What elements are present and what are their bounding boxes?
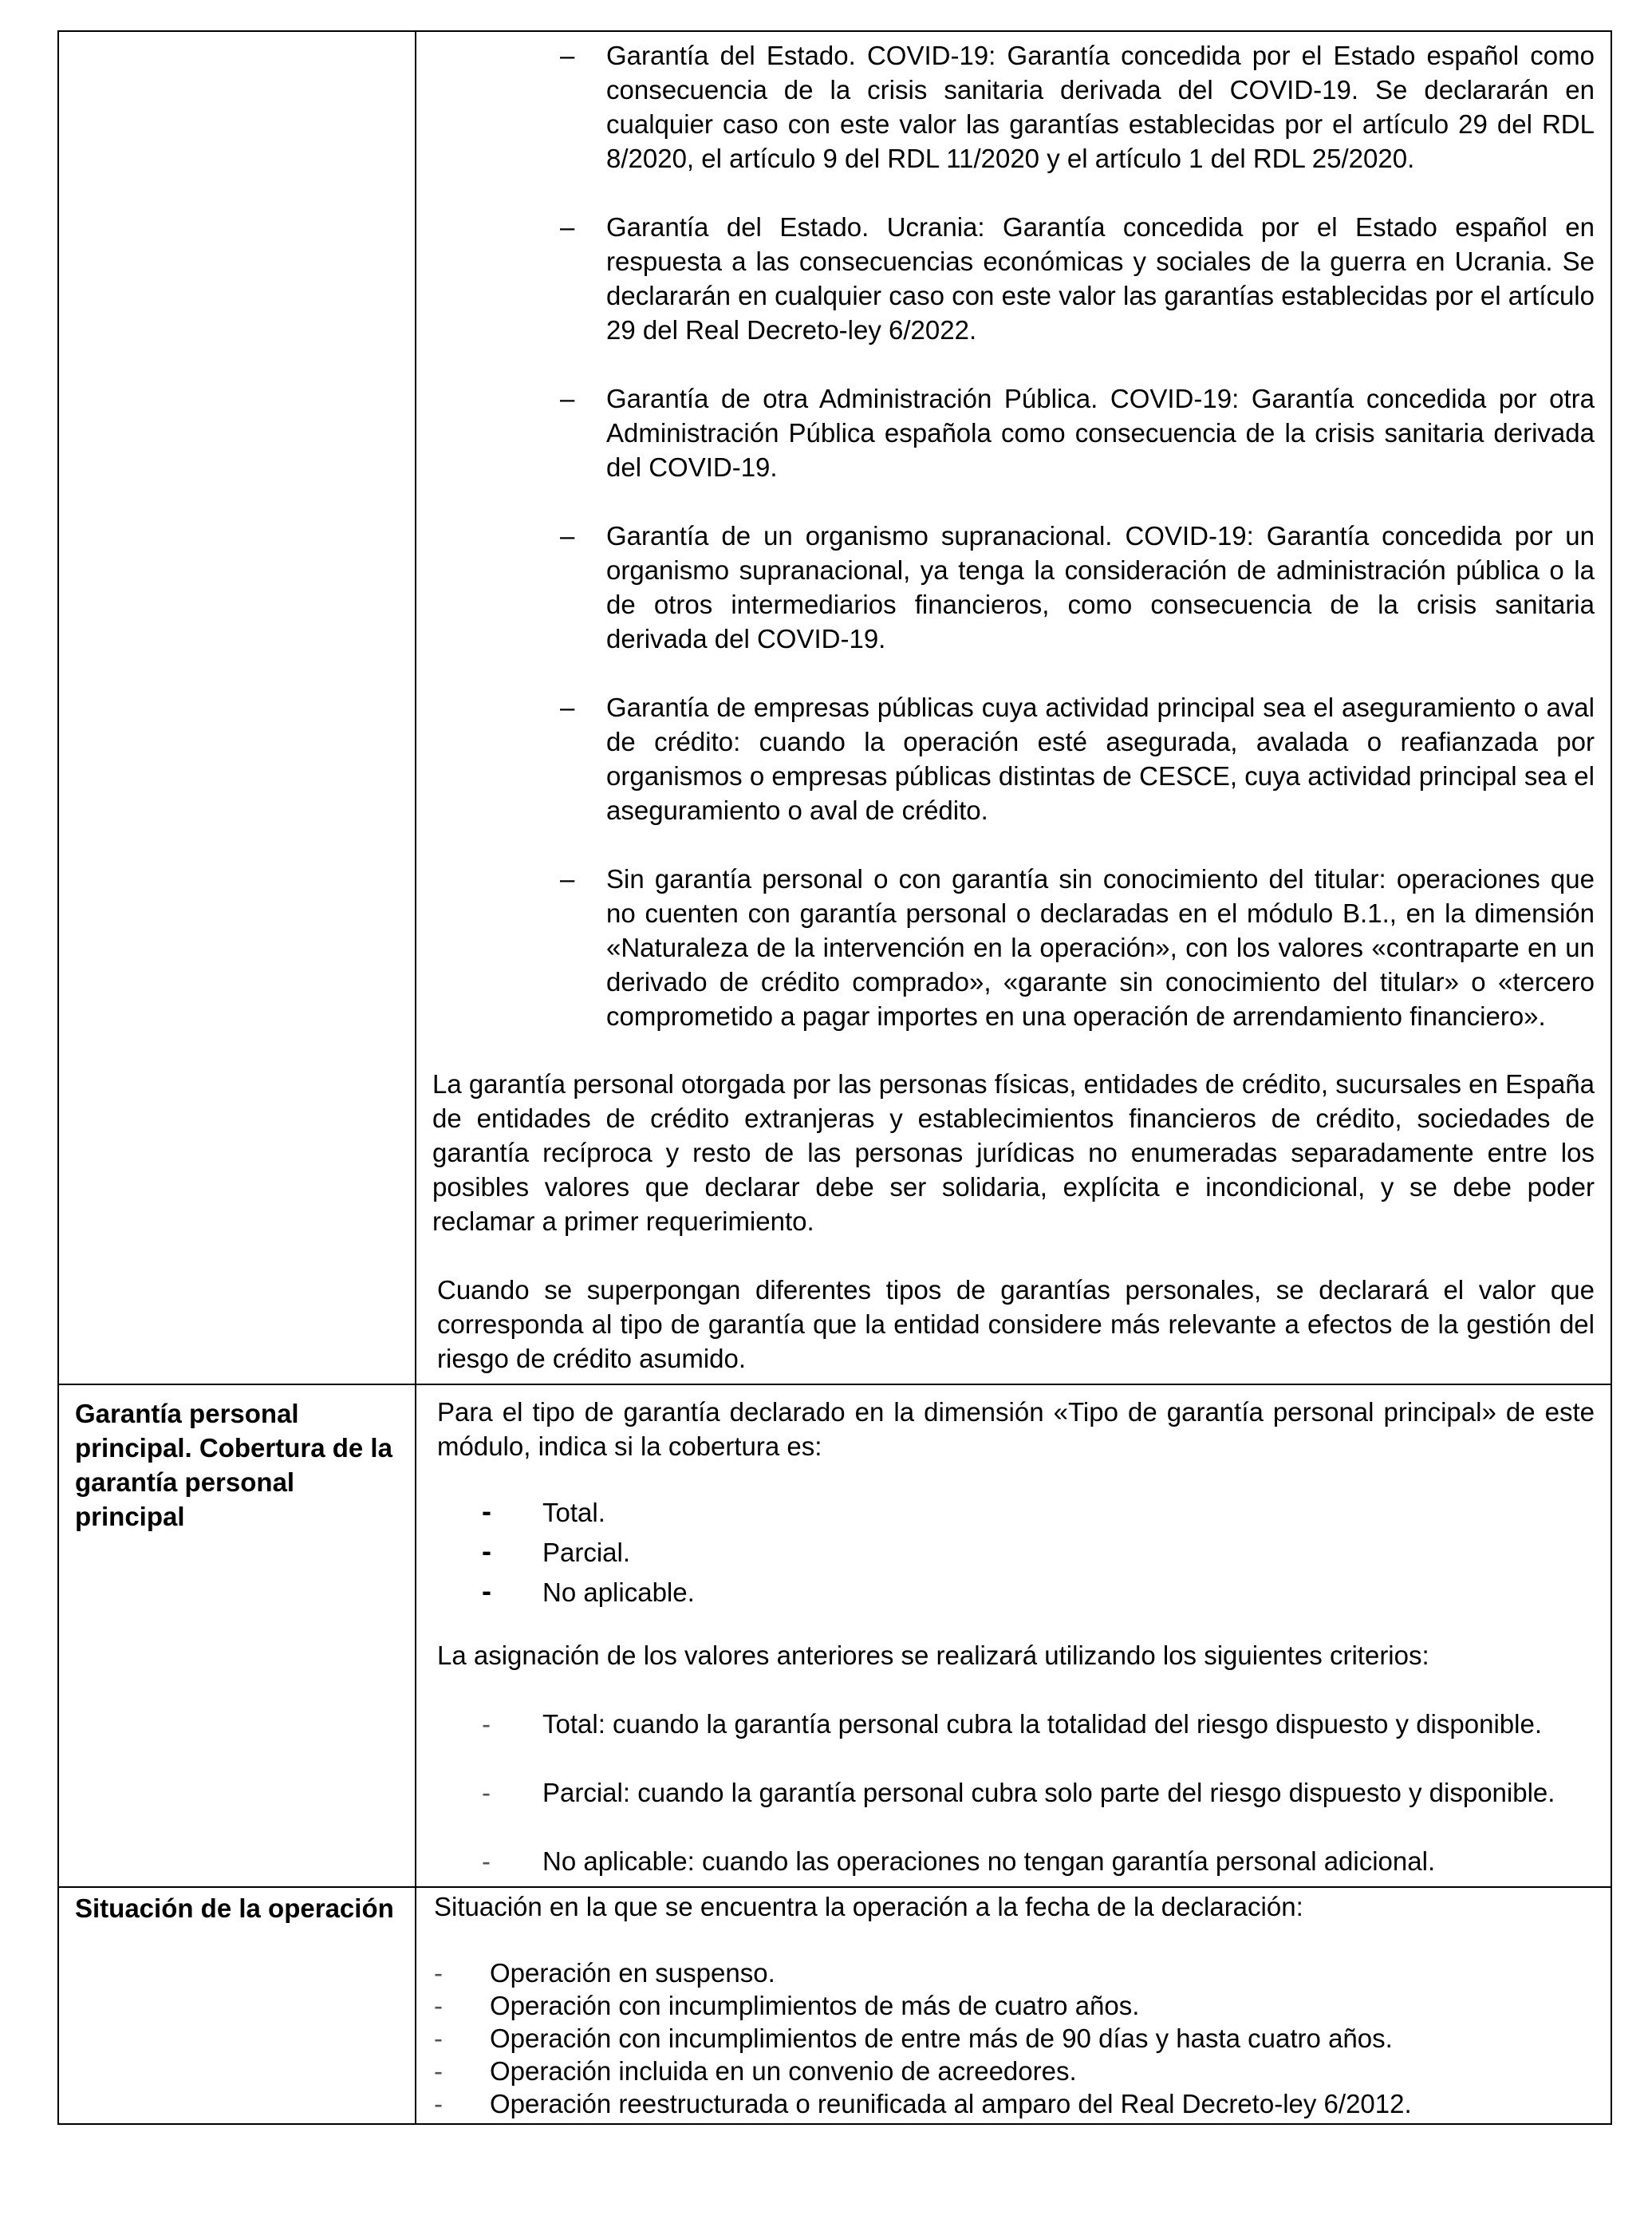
list-item: – Garantía del Estado. Ucrania: Garantía concedida por el Estado español en respuesta a las consecuencias económicas y sociales de la guerra en Ucrania. Se declararán en cualquier caso con este valor las garantías establecidas por el artículo 29 del Real Decreto-ley 6/2022. [432, 210, 1595, 347]
table-row [58, 1887, 1611, 2124]
list-item: - Parcial. [482, 1534, 631, 1567]
dash-bullet: - [434, 2024, 443, 2053]
list-item: - Operación incluida en un convenio de acreedores. [434, 2056, 1077, 2086]
list-item: - Operación en suspenso. [434, 1958, 775, 1988]
dash-bullet: – [560, 864, 575, 894]
situation-intro: Situación en la que se encuentra la operación a la fecha de la declaración: [434, 1892, 1303, 1921]
criteria-intro: La asignación de los valores anteriores se realizará utilizando los siguientes criterios: [437, 1641, 1429, 1670]
list-item: – Garantía de otra Administración Pública. COVID-19: Garantía concedida por otra Administración Pública española como consecuencia de la crisis sanitaria derivada del COVID-19. [432, 381, 1595, 484]
dash-bullet: - [434, 1991, 443, 2020]
label-cell [58, 1887, 416, 2124]
description-cell [416, 1384, 1611, 1887]
list-item: - Total. [482, 1494, 605, 1527]
dash-bullet: - [482, 1778, 491, 1807]
definitions-table [57, 30, 1612, 2125]
dash-bullet: – [560, 384, 575, 413]
description-cell [416, 1887, 1611, 2124]
dash-bullet: – [560, 212, 575, 242]
list-item: – Garantía de empresas públicas cuya actividad principal sea el aseguramiento o aval de crédito: cuando la operación esté asegurada, avalada o reafianzada por organismos o empresas públicas distintas de CESCE, cuya actividad principal sea el aseguramiento o aval de crédito. [432, 690, 1595, 827]
row-label-situation: Situación de la operación [75, 1893, 394, 1923]
coverage-criteria-list [432, 1707, 1595, 1878]
table-row [58, 1384, 1611, 1887]
dash-bullet: - [482, 1534, 491, 1567]
list-item: - No aplicable: cuando las operaciones no tengan garantía personal adicional. [432, 1844, 1595, 1878]
dash-bullet: - [434, 2056, 443, 2086]
guarantee-type-list [432, 38, 1595, 1033]
table-row [58, 31, 1611, 1384]
list-item: - Operación con incumplimientos de entre más de 90 días y hasta cuatro años. [434, 2024, 1393, 2053]
dash-bullet: - [482, 1709, 491, 1739]
coverage-intro: Para el tipo de garantía declarado en la dimensión «Tipo de garantía personal principal» de este módulo, indica si la cobertura es: [437, 1397, 1595, 1461]
list-item: – Sin garantía personal o con garantía sin conocimiento del titular: operaciones que no cuenten con garantía personal o declaradas en el módulo B.1., en la dimensión «Naturaleza de la intervención en la operación», con los valores «contraparte en un derivado de crédito comprado», «garante sin conocimiento del titular» o «tercero comprometido a pagar importes en una operación de arrendamiento financiero». [432, 862, 1595, 1033]
dash-bullet: - [434, 2089, 443, 2118]
situation-list [434, 1956, 1595, 2120]
list-item: - Operación con incumplimientos de más de cuatro años. [434, 1991, 1140, 2020]
paragraph-personal-guarantee: La garantía personal otorgada por las personas físicas, entidades de crédito, sucursales en España de entidades de crédito extranjeras y establecimientos financieros de crédito, sociedades de garantía recíproca y resto de las personas jurídicas no enumeradas separadamente entre los posibles valores que declarar debe ser solidaria, explícita e incondicional, y se debe poder reclamar a primer requerimiento. [432, 1069, 1595, 1236]
list-item: – Garantía del Estado. COVID-19: Garantía concedida por el Estado español como consecuencia de la crisis sanitaria derivada del COVID-19. Se declararán en cualquier caso con este valor las garantías establecidas por el artículo 29 del RDL 8/2020, el artículo 9 del RDL 11/2020 y el artículo 1 del RDL 25/2020. [432, 38, 1595, 176]
list-item: - Operación reestructurada o reunificada al amparo del Real Decreto-ley 6/2012. [434, 2089, 1412, 2118]
list-item: – Garantía de un organismo supranacional. COVID-19: Garantía concedida por un organismo supranacional, ya tenga la consideración de administración pública o la de otros intermediarios financieros, como consecuencia de la crisis sanitaria derivada del COVID-19. [432, 519, 1595, 656]
list-item: - Parcial: cuando la garantía personal cubra solo parte del riesgo dispuesto y disponible. [432, 1775, 1595, 1810]
paragraph-overlapping-guarantees: Cuando se superpongan diferentes tipos de garantías personales, se declarará el valor que corresponda al tipo de garantía que la entidad considere más relevante a efectos de la gestión del riesgo de crédito asumido. [437, 1275, 1595, 1373]
dash-bullet: – [560, 41, 575, 70]
dash-bullet: - [482, 1846, 491, 1876]
coverage-values-list [432, 1495, 1595, 1609]
dash-bullet: - [434, 1958, 443, 1988]
list-item: - Total: cuando la garantía personal cubra la totalidad del riesgo dispuesto y disponible. [432, 1707, 1595, 1741]
description-cell [416, 31, 1611, 1384]
list-item: - No aplicable. [482, 1574, 695, 1607]
dash-bullet: - [482, 1494, 491, 1527]
dash-bullet: – [560, 521, 575, 551]
dash-bullet: - [482, 1574, 491, 1607]
dash-bullet: – [560, 693, 575, 722]
row-label-coverage: Garantía personal principal. Cobertura de la garantía personal principal [75, 1399, 392, 1531]
label-cell-empty [58, 31, 416, 1384]
label-cell [58, 1384, 416, 1887]
